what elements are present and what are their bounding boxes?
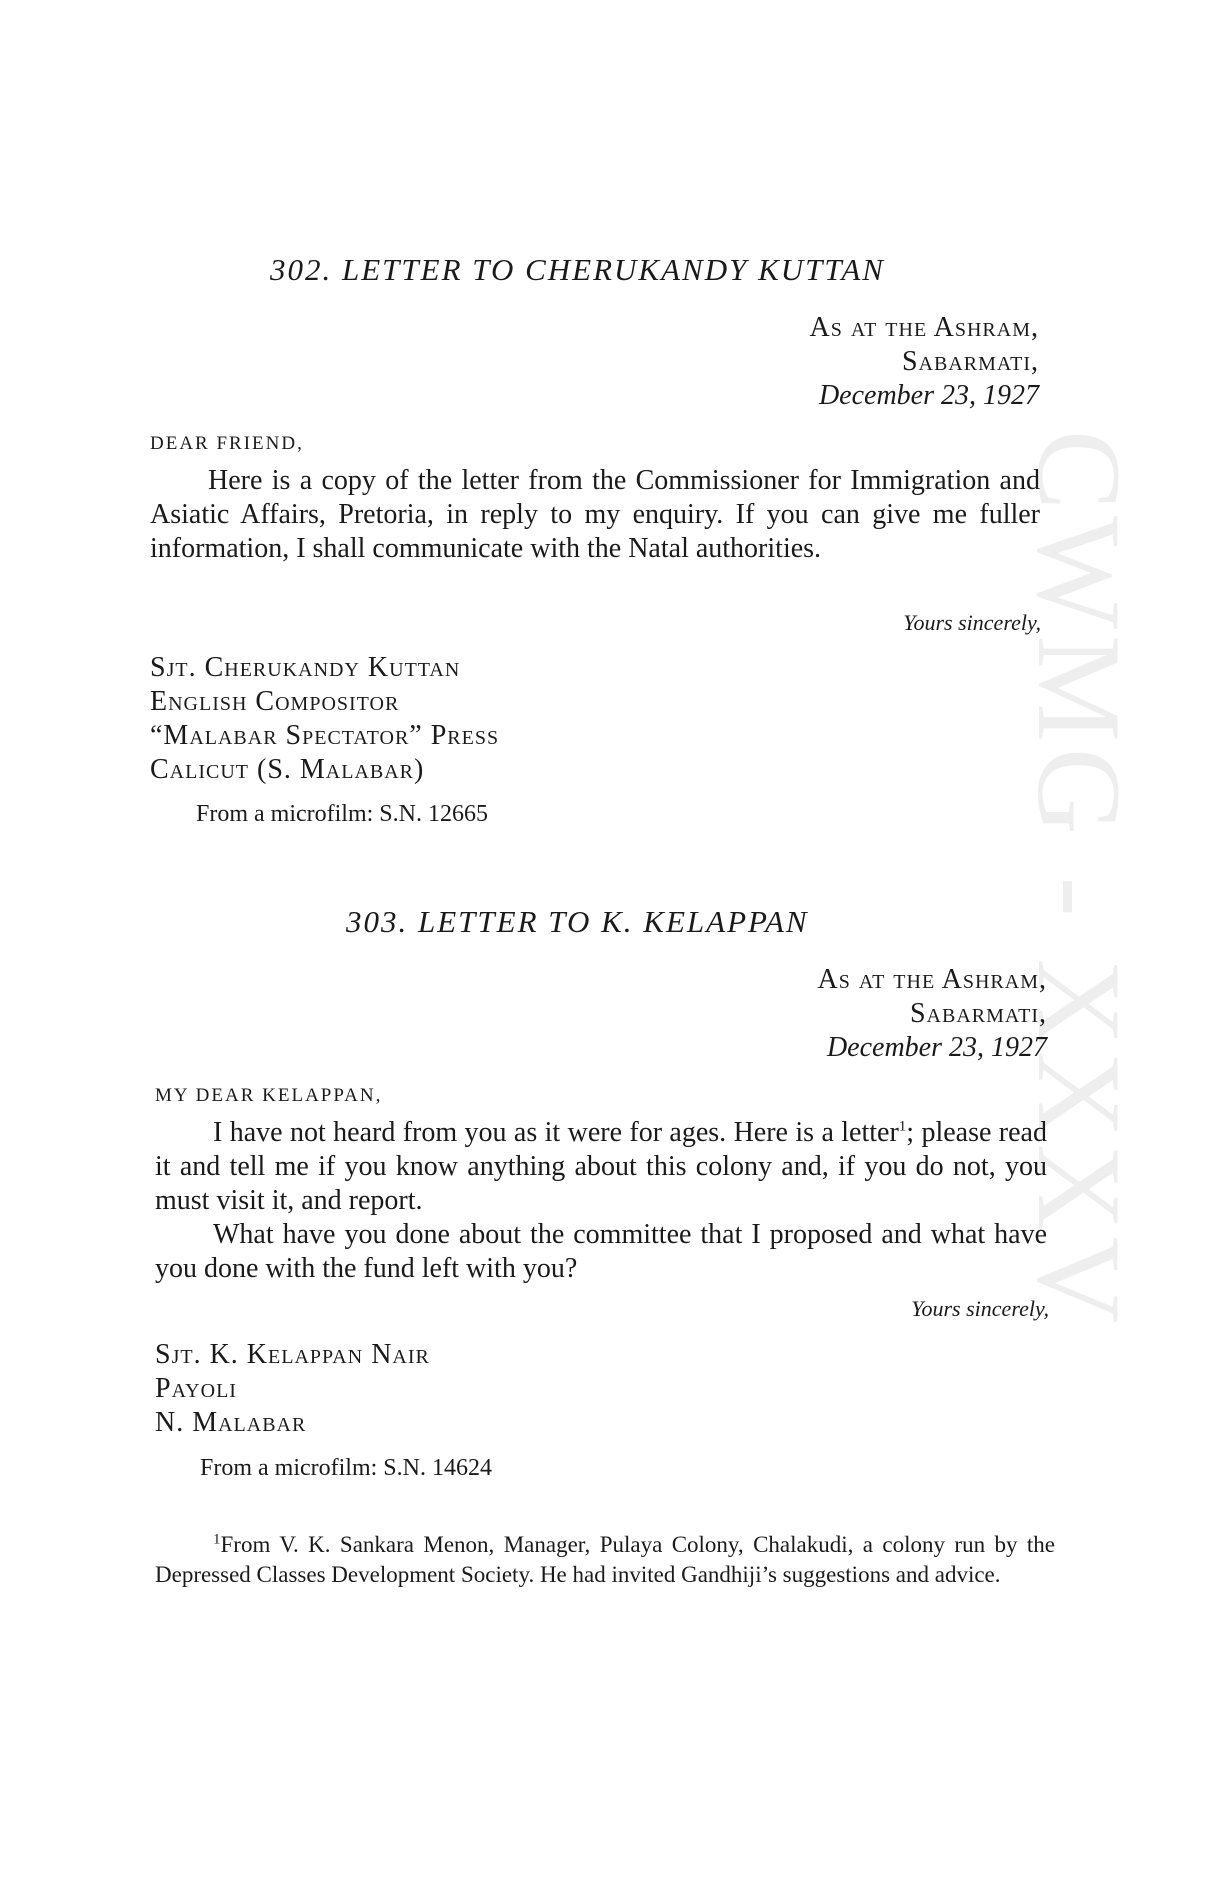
letter-303-address-line2: Payoli — [155, 1373, 237, 1404]
letter-303-date: December 23, 1927 — [826, 1032, 1047, 1063]
letter-302-place-line1: As at the Ashram, — [809, 312, 1039, 343]
letter-302-address-line3: “Malabar Spectator” Press — [150, 720, 500, 751]
letter-302-title: 302. LETTER TO CHERUKANDY KUTTAN — [270, 252, 885, 287]
letter-302-address-line4: Calicut (S. Malabar) — [150, 754, 425, 785]
footnote-marker: 1 — [213, 1531, 221, 1548]
letter-302-address-line2: English Compositor — [150, 686, 400, 717]
watermark: CWMG - XXXV — [1013, 430, 1146, 1330]
letter-303-address-line1: Sjt. K. Kelappan Nair — [155, 1339, 430, 1370]
letter-303-para1-end: ; please read it and tell me if you know anything about this colony and, if you do not, you must visit it, and report. — [155, 1117, 1047, 1216]
letter-303-closing: Yours sincerely, — [911, 1296, 1049, 1321]
letter-302-salutation: DEAR FRIEND, — [150, 433, 304, 454]
letter-303-address-line3: N. Malabar — [155, 1407, 307, 1438]
letter-302-address-line1: Sjt. Cherukandy Kuttan — [150, 652, 461, 683]
letter-302-date: December 23, 1927 — [818, 380, 1039, 411]
letter-303-title: 303. LETTER TO K. KELAPPAN — [346, 904, 809, 939]
letter-303-salutation: MY DEAR KELAPPAN, — [155, 1085, 383, 1106]
letter-302-body — [150, 464, 1040, 566]
letter-302-closing: Yours sincerely, — [903, 610, 1041, 635]
letter-303-paragraph-1 — [155, 1116, 1047, 1218]
letter-302-place-line2: Sabarmati, — [901, 346, 1039, 377]
letter-303-source: From a microfilm: S.N. 14624 — [200, 1455, 492, 1481]
letter-303-body — [155, 1116, 1047, 1286]
footnote-text: From V. K. Sankara Menon, Manager, Pulaya Colony, Chalakudi, a colony run by the Depressed Classes Development Society. He had invited Gandhiji’s suggestions and advice. — [155, 1532, 1055, 1587]
letter-303-paragraph-2: What have you done about the committee that I proposed and what have you done with the fund left with you? — [155, 1219, 1047, 1284]
footnote — [155, 1530, 1055, 1590]
footnote-reference: 1 — [898, 1118, 907, 1135]
letter-303-para1-start: I have not heard from you as it were for ages. Here is a letter — [213, 1117, 899, 1148]
letter-303-place-line2: Sabarmati, — [909, 998, 1047, 1029]
letter-302-source: From a microfilm: S.N. 12665 — [196, 801, 488, 827]
letter-303-place-line1: As at the Ashram, — [817, 964, 1047, 995]
letter-302-paragraph: Here is a copy of the letter from the Commissioner for Immigration and Asiatic Affairs, Pretoria, in reply to my enquiry. If you can give me fuller information, I shall communicate with the Natal authorities. — [150, 465, 1040, 564]
